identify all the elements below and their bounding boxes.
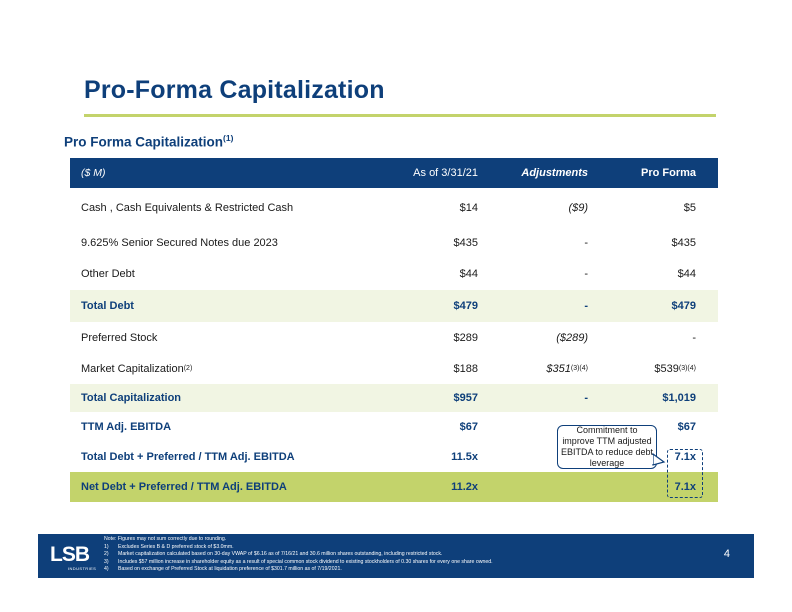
page-title: Pro-Forma Capitalization xyxy=(84,76,385,104)
callout-pointer xyxy=(652,453,666,467)
table-row xyxy=(70,188,718,228)
row-pro-forma-value: - xyxy=(692,332,696,344)
footnote-item: 3) Includes $57 million increase in shareholder equity as a result of special common stock dividend to existing stockholders of 0.30 shares for every one share owned. xyxy=(104,558,493,565)
table-header-row xyxy=(70,158,718,188)
callout-box xyxy=(557,425,657,469)
row-adjustment-value: ($9) xyxy=(568,202,588,214)
row-label: Total Capitalization xyxy=(81,392,182,404)
company-logo xyxy=(46,541,98,571)
row-adjustment-value: - xyxy=(584,300,588,312)
row-as-of-value: $188 xyxy=(453,363,478,375)
row-as-of-value: $957 xyxy=(453,392,478,404)
row-as-of-value: $14 xyxy=(459,202,478,214)
row-as-of-value: 11.5x xyxy=(451,451,478,463)
row-adjustment-value: - xyxy=(584,237,588,249)
row-as-of-value: 11.2x xyxy=(451,481,478,493)
row-as-of-value: $479 xyxy=(453,300,478,312)
row-adjustment-value: $351 (3)(4) xyxy=(546,363,588,375)
row-pro-forma-value: $435 xyxy=(671,237,696,249)
table-row-total-capitalization xyxy=(70,384,718,412)
table-title: Pro Forma Capitalization$^{(1)}$ xyxy=(64,133,234,150)
table-row xyxy=(70,322,718,354)
row-label: Total Debt + Preferred / TTM Adj. EBITDA xyxy=(81,451,295,463)
footer-bar xyxy=(38,534,754,578)
logo-wordmark: LSB xyxy=(50,543,89,566)
row-as-of-value: $44 xyxy=(459,268,478,280)
logo-subtitle: INDUSTRIES xyxy=(68,566,97,571)
row-adjustment-value: ($289) xyxy=(556,332,588,344)
page-number: 4 xyxy=(723,548,730,560)
row-label: Net Debt + Preferred / TTM Adj. EBITDA xyxy=(81,481,287,493)
row-label: Market Capitalization (2) xyxy=(81,363,193,375)
row-as-of-value: $289 xyxy=(453,332,478,344)
header-units: ($ M) xyxy=(81,167,106,179)
row-label: Cash , Cash Equivalents & Restricted Cash xyxy=(81,202,294,214)
footnote-item: 2) Market capitalization calculated based on 30-day VWAP of $6.16 as of 7/16/21 and 30.6 million shares outstanding, including restricted stock. xyxy=(104,551,443,558)
row-pro-forma-value: $5 xyxy=(683,202,696,214)
header-adjustments: Adjustments xyxy=(521,167,588,179)
row-label: TTM Adj. EBITDA xyxy=(81,421,172,433)
table-row xyxy=(70,354,718,384)
footnote-item: 1) Excludes Series B & D preferred stock of $3.0mm. xyxy=(104,543,234,550)
row-pro-forma-value: $1,019 xyxy=(662,392,696,404)
row-pro-forma-value: $67 xyxy=(677,421,696,433)
row-label: Total Debt xyxy=(81,300,134,312)
header-as-of: As of 3/31/21 xyxy=(413,167,478,179)
row-label: Other Debt xyxy=(81,268,135,280)
row-pro-forma-value: $539 (3)(4) xyxy=(654,363,696,375)
highlight-dashed-box xyxy=(667,449,703,498)
header-pro-forma: Pro Forma xyxy=(640,167,696,179)
row-pro-forma-value: 7.1x xyxy=(674,451,696,463)
row-as-of-value: $435 xyxy=(453,237,478,249)
row-as-of-value: $67 xyxy=(459,421,478,433)
row-label: Preferred Stock xyxy=(81,332,158,344)
table-row-net-debt-leverage xyxy=(70,472,718,502)
row-adjustment-value: - xyxy=(584,268,588,280)
row-pro-forma-value: 7.1x xyxy=(674,481,696,493)
footnote-item: 4) Based on exchange of Preferred Stock at liquidation preference of $301.7 million as of 7/19/2021. xyxy=(104,566,342,573)
row-pro-forma-value: $44 xyxy=(677,268,696,280)
table-row xyxy=(70,258,718,290)
table-row-total-debt xyxy=(70,290,718,322)
footnotes xyxy=(104,536,664,574)
notes-heading: Note: Figures may not sum correctly due to rounding. xyxy=(104,536,227,542)
callout-text: Commitment to improve TTM adjusted EBITDA to reduce debt leverage xyxy=(560,425,654,468)
row-label: 9.625% Senior Secured Notes due 2023 xyxy=(81,237,278,249)
table-row xyxy=(70,228,718,258)
row-adjustment-value: - xyxy=(584,392,588,404)
title-divider xyxy=(84,114,716,117)
row-pro-forma-value: $479 xyxy=(671,300,696,312)
subtitle-footnote-ref: (1) xyxy=(223,133,234,143)
